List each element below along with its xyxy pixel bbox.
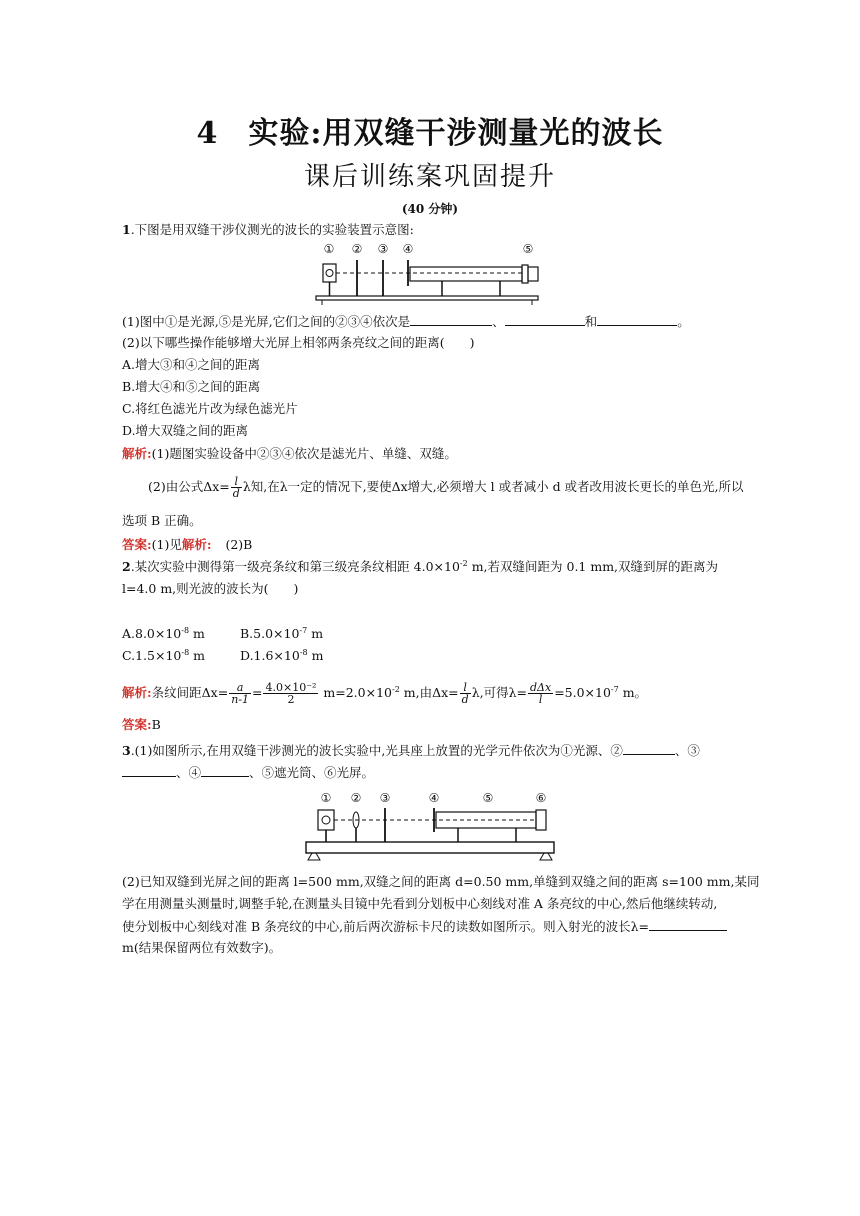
q1-answer: 答案:(1)见解析: (2)B	[122, 537, 253, 552]
fraction-l-over-d-2: $\frac{l}{d}$	[461, 681, 469, 706]
q3-line-2: 、④ 、⑤遮光筒、⑥光屏。	[122, 764, 374, 781]
lesson-title	[0, 108, 860, 152]
q2-stem-1: 2.某次实验中测得第一级亮条纹和第三级亮条纹相距 $4.0\times 10^{-2}$ m,若双缝间距为 0.1 mm,双缝到屏的距离为	[122, 559, 719, 574]
q1-blank-2[interactable]	[505, 313, 585, 326]
q3-part2-line-4: m(结果保留两位有效数字)。	[122, 940, 282, 955]
q1-label-4: ④	[402, 242, 414, 256]
q1-analysis-1: 解析:(1)题图实验设备中②③④依次是滤光片、单缝、双缝。	[122, 446, 457, 461]
lesson-title-text: 实验:用双缝干涉测量光的波长	[248, 116, 664, 151]
q1-part2: (2)以下哪些操作能够增大光屏上相邻两条亮纹之间的距离( )	[122, 335, 475, 350]
q3-blank-3[interactable]	[122, 764, 176, 777]
q1-option-a: A.增大③和④之间的距离	[122, 357, 261, 372]
q1-analysis-3: 选项 B 正确。	[122, 513, 202, 528]
duration-note: (40 分钟)	[401, 202, 459, 216]
q1-label-2: ②	[351, 242, 363, 256]
q3-label-3: ③	[379, 791, 391, 805]
q2-analysis-label: 解析:	[122, 685, 152, 700]
q3-apparatus-diagram	[302, 786, 558, 864]
q2-analysis: 解析:条纹间距Δx= $\frac{a}{n-1}$ = $\frac{\text{4.0×10⁻²}}{2}$ $m=2.0\times 10^{-2}$ m,由Δx= $\frac{l}{d}$ λ,可得λ= $\frac{\text{dΔx}}{l}$ $=5.0\times 10^{-7}$ m。	[122, 681, 648, 706]
q3-label-6: ⑥	[535, 791, 547, 805]
fraction-d-dx-over-l: $\frac{\text{dΔx}}{l}$	[529, 681, 552, 706]
q3-part2-line-2: 学在用测量头测量时,调整手轮,在测量头目镜中先看到分划板中心刻线对准 A 条亮纹的中心,然后他继续转动,	[122, 896, 718, 911]
q1-label-3: ③	[377, 242, 389, 256]
q3-part2-line-3: 使分划板中心刻线对准 B 条亮纹的中心,前后两次游标卡尺的读数如图所示。则入射光的波长λ=	[122, 918, 727, 935]
q2-option-c: $C.1.5\times 10^{-8}$ m	[122, 648, 205, 663]
q2-number: 2	[122, 559, 131, 574]
q3-label-4: ④	[428, 791, 440, 805]
fraction-a-over-n-1: $\frac{a}{n-1}$	[231, 681, 249, 706]
q3-label-5: ⑤	[482, 791, 494, 805]
q2-answer: 答案:B	[122, 717, 161, 732]
q3-line-1: 3.(1)如图所示,在用双缝干涉测光的波长实验中,光具座上放置的光学元件依次为①光源、② 、③	[122, 743, 700, 758]
q3-number: 3	[122, 743, 131, 758]
q2-option-a: $A.8.0\times 10^{-8}$ m	[122, 626, 205, 641]
q1-analysis-2: (2)由公式Δx= $\frac{l}{d}$ λ知,在λ一定的情况下,要使Δx增大,必须增大 l 或者减小 d 或者改用波长更长的单色光,所以	[148, 475, 744, 500]
q1-apparatus-diagram	[310, 238, 550, 308]
q3-wavelength-blank[interactable]	[649, 918, 727, 931]
q1-label-1: ①	[323, 242, 335, 256]
q1-answer-label: 答案:	[122, 537, 152, 552]
q3-blank-4[interactable]	[201, 764, 249, 777]
fraction-value: $\frac{\text{4.0×10⁻²}}{2}$	[265, 681, 317, 706]
q1-stem: 1.下图是用双缝干涉仪测光的波长的实验装置示意图:	[122, 222, 414, 237]
lesson-subtitle: 课后训练案巩固提升	[303, 162, 556, 192]
fraction-l-over-d: $\frac{l}{d}$	[232, 475, 240, 500]
q1-analysis-label: 解析:	[122, 446, 152, 461]
q2-answer-label: 答案:	[122, 717, 152, 732]
q2-stem-2: l=4.0 m,则光波的波长为( )	[122, 581, 299, 596]
q2-option-d: $D.1.6\times 10^{-8}$ m	[240, 648, 324, 663]
q3-label-1: ①	[320, 791, 332, 805]
q1-label-5: ⑤	[522, 242, 534, 256]
q1-number: 1	[122, 222, 131, 237]
q1-option-d: D.增大双缝之间的距离	[122, 423, 249, 438]
q1-blank-1[interactable]	[410, 313, 492, 326]
q3-label-2: ②	[350, 791, 362, 805]
q3-part2-line-1: (2)已知双缝到光屏之间的距离 l=500 mm,双缝之间的距离 d=0.50 mm,单缝到双缝之间的距离 s=100 mm,某同	[122, 874, 760, 889]
q1-option-c: C.将红色滤光片改为绿色滤光片	[122, 401, 298, 416]
q2-option-b: $B.5.0\times 10^{-7}$ m	[240, 626, 324, 641]
q1-option-b: B.增大④和⑤之间的距离	[122, 379, 261, 394]
q1-part1: (1)图中①是光源,⑤是光屏,它们之间的②③④依次是 、 和 。	[122, 314, 690, 329]
q3-blank-2[interactable]	[623, 742, 675, 755]
q1-blank-3[interactable]	[597, 313, 677, 326]
lesson-number: 4	[196, 116, 219, 151]
